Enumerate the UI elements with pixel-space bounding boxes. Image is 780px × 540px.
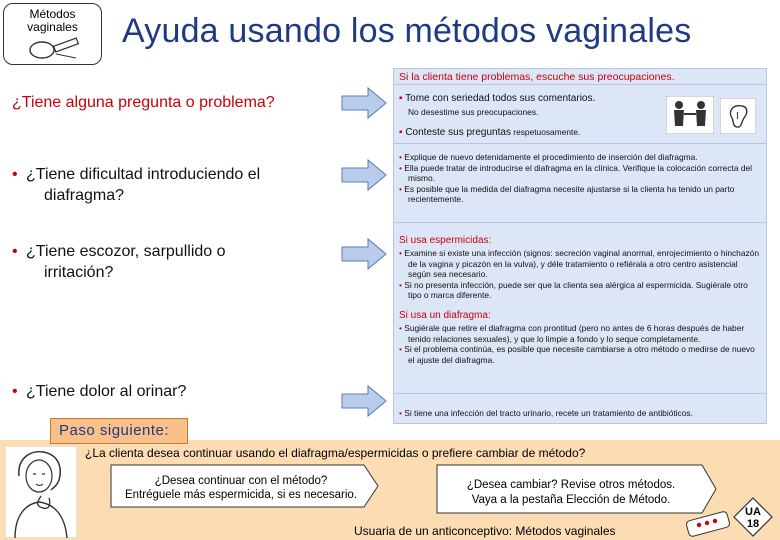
logo-line2: vaginales bbox=[27, 20, 78, 34]
section-logo bbox=[3, 3, 102, 65]
arrow-icon bbox=[340, 158, 388, 192]
pill-pack-icon bbox=[683, 510, 733, 538]
choice-continue-body: Entréguele más espermicida, si es necesario. bbox=[124, 489, 358, 501]
question-any-problem: ¿Tiene alguna pregunta o problema? bbox=[12, 94, 275, 111]
section-badge-label: UA 18 bbox=[745, 506, 761, 530]
choice-continue-title: ¿Desea continuar con el método? bbox=[154, 475, 328, 487]
panel-bullet-2: ▪ Conteste sus preguntas respetuosamente. bbox=[399, 127, 581, 138]
panel-heading: Si la clienta tiene problemas, escuche sus preocupaciones. bbox=[399, 71, 675, 83]
arrow-icon bbox=[340, 384, 388, 418]
panel-bullet-1-sub: No desestime sus preocupaciones. bbox=[408, 107, 539, 117]
diaphragm-icon bbox=[26, 36, 82, 62]
choice-change-body: Vaya a la pestaña Elección de Método. bbox=[471, 494, 671, 506]
question-irritation: • ¿Tiene escozor, sarpullido o irritación? bbox=[12, 243, 226, 281]
people-talking-icon bbox=[666, 96, 714, 134]
page-title: Ayuda usando los métodos vaginales bbox=[122, 12, 692, 50]
next-step-label: Paso siguiente: bbox=[50, 418, 188, 444]
next-step-question: ¿La clienta desea continuar usando el diafragma/espermicidas o prefiere cambiar de método? bbox=[85, 446, 586, 460]
uti-advice: • Si tiene una infección del tracto urinario, recete un tratamiento de antibióticos. bbox=[399, 408, 693, 418]
diaphragm-use-advice: • Sugiérale que retire el diafragma con prontitud (pero no antes de 6 horas después de haber tenido relaciones sexuales), y que lo limpie a fondo y lo seque completamente. • Si el problema continúa, es posible que necesite cambiarse a otro método o medirse de nuevo el ajuste del diafragma. bbox=[399, 323, 755, 365]
choice-change-title: ¿Desea cambiar? Revise otros métodos. bbox=[466, 479, 676, 491]
question-insertion: • ¿Tiene dificultad introduciendo el diafragma? bbox=[12, 166, 261, 204]
panel-bullet-1: ▪ Tome con seriedad todos sus comentarios. bbox=[399, 93, 596, 104]
diaphragm-heading: Si usa un diafragma: bbox=[399, 310, 491, 321]
spermicide-heading: Si usa espermicidas: bbox=[399, 235, 492, 246]
choice-change[interactable] bbox=[440, 478, 702, 508]
logo-line1: Métodos bbox=[29, 7, 76, 21]
choice-continue[interactable] bbox=[114, 474, 368, 502]
arrow-icon bbox=[340, 237, 388, 271]
diaphragm-advice: • Explique de nuevo detenidamente el procedimiento de inserción del diafragma. • Ella puede tratar de introducirse el diafragma en la clínica. Verifique la colocación correcta del mismo. • Es posible que la medida del diafragma necesite ajustarse si la clienta ha tenido un parto recientemente. bbox=[399, 152, 753, 204]
arrow-icon bbox=[340, 86, 388, 120]
woman-thinking-icon bbox=[5, 446, 77, 538]
footer-label: Usuaria de un anticonceptivo: Métodos vaginales bbox=[354, 524, 616, 538]
ear-icon bbox=[720, 98, 756, 134]
question-pain-urinating: • ¿Tiene dolor al orinar? bbox=[12, 383, 187, 400]
spermicide-advice: • Examine si existe una infección (signos: secreción vaginal anormal, enrojecimiento o hinchazón de la vagina y picazón en la vulva), y déle tratamiento o refiérala a otro centro asistencial según sea necesario. • Si no presenta infección, puede ser que la clienta sea alérgica al espermicida. Sugiérale otro tipo o marca diferente. bbox=[399, 248, 759, 300]
